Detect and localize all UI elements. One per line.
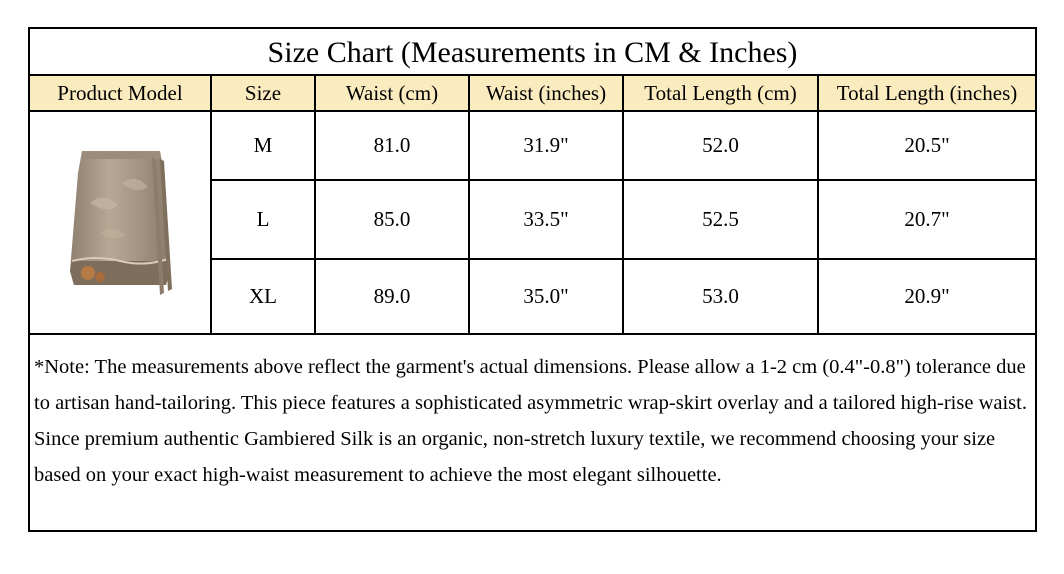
header-waist-cm: Waist (cm) (315, 76, 469, 111)
wrap-skirt-illustration (60, 143, 180, 303)
cell-size: L (211, 180, 315, 259)
header-product-model: Product Model (30, 76, 211, 111)
product-model-cell (30, 111, 211, 334)
header-waist-inches: Waist (inches) (469, 76, 623, 111)
cell-size: XL (211, 259, 315, 334)
cell-waist-inches: 31.9" (469, 111, 623, 180)
size-note: *Note: The measurements above reflect the garment's actual dimensions. Please allow a 1-2 cm (0.4"-0.8") tolerance due to artisan hand-tailoring. This piece features a sophisticated asymmetric wrap-skirt overlay and a tailored high-rise waist. Since premium authentic Gambiered Silk is an organic, non-stretch luxury textile, we recommend choosing your size based on your exact high-waist measurement to achieve the most elegant silhouette. (34, 356, 1027, 486)
cell-waist-cm: 81.0 (315, 111, 469, 180)
cell-waist-cm: 85.0 (315, 180, 469, 259)
table-row (30, 111, 1035, 180)
cell-length-cm: 52.0 (623, 111, 818, 180)
cell-waist-inches: 35.0" (469, 259, 623, 334)
size-table (30, 76, 1035, 335)
cell-length-inches: 20.5" (818, 111, 1035, 180)
header-length-cm: Total Length (cm) (623, 76, 818, 111)
page-title: Size Chart (Measurements in CM & Inches) (30, 29, 1035, 76)
header-length-inches: Total Length (inches) (818, 76, 1035, 111)
table-header-row (30, 76, 1035, 111)
cell-waist-inches: 33.5" (469, 180, 623, 259)
cell-size: M (211, 111, 315, 180)
cell-length-cm: 52.5 (623, 180, 818, 259)
cell-waist-cm: 89.0 (315, 259, 469, 334)
cell-length-inches: 20.9" (818, 259, 1035, 334)
product-image (30, 143, 210, 303)
cell-length-inches: 20.7" (818, 180, 1035, 259)
size-chart (28, 27, 1037, 532)
header-size: Size (211, 76, 315, 111)
cell-length-cm: 53.0 (623, 259, 818, 334)
